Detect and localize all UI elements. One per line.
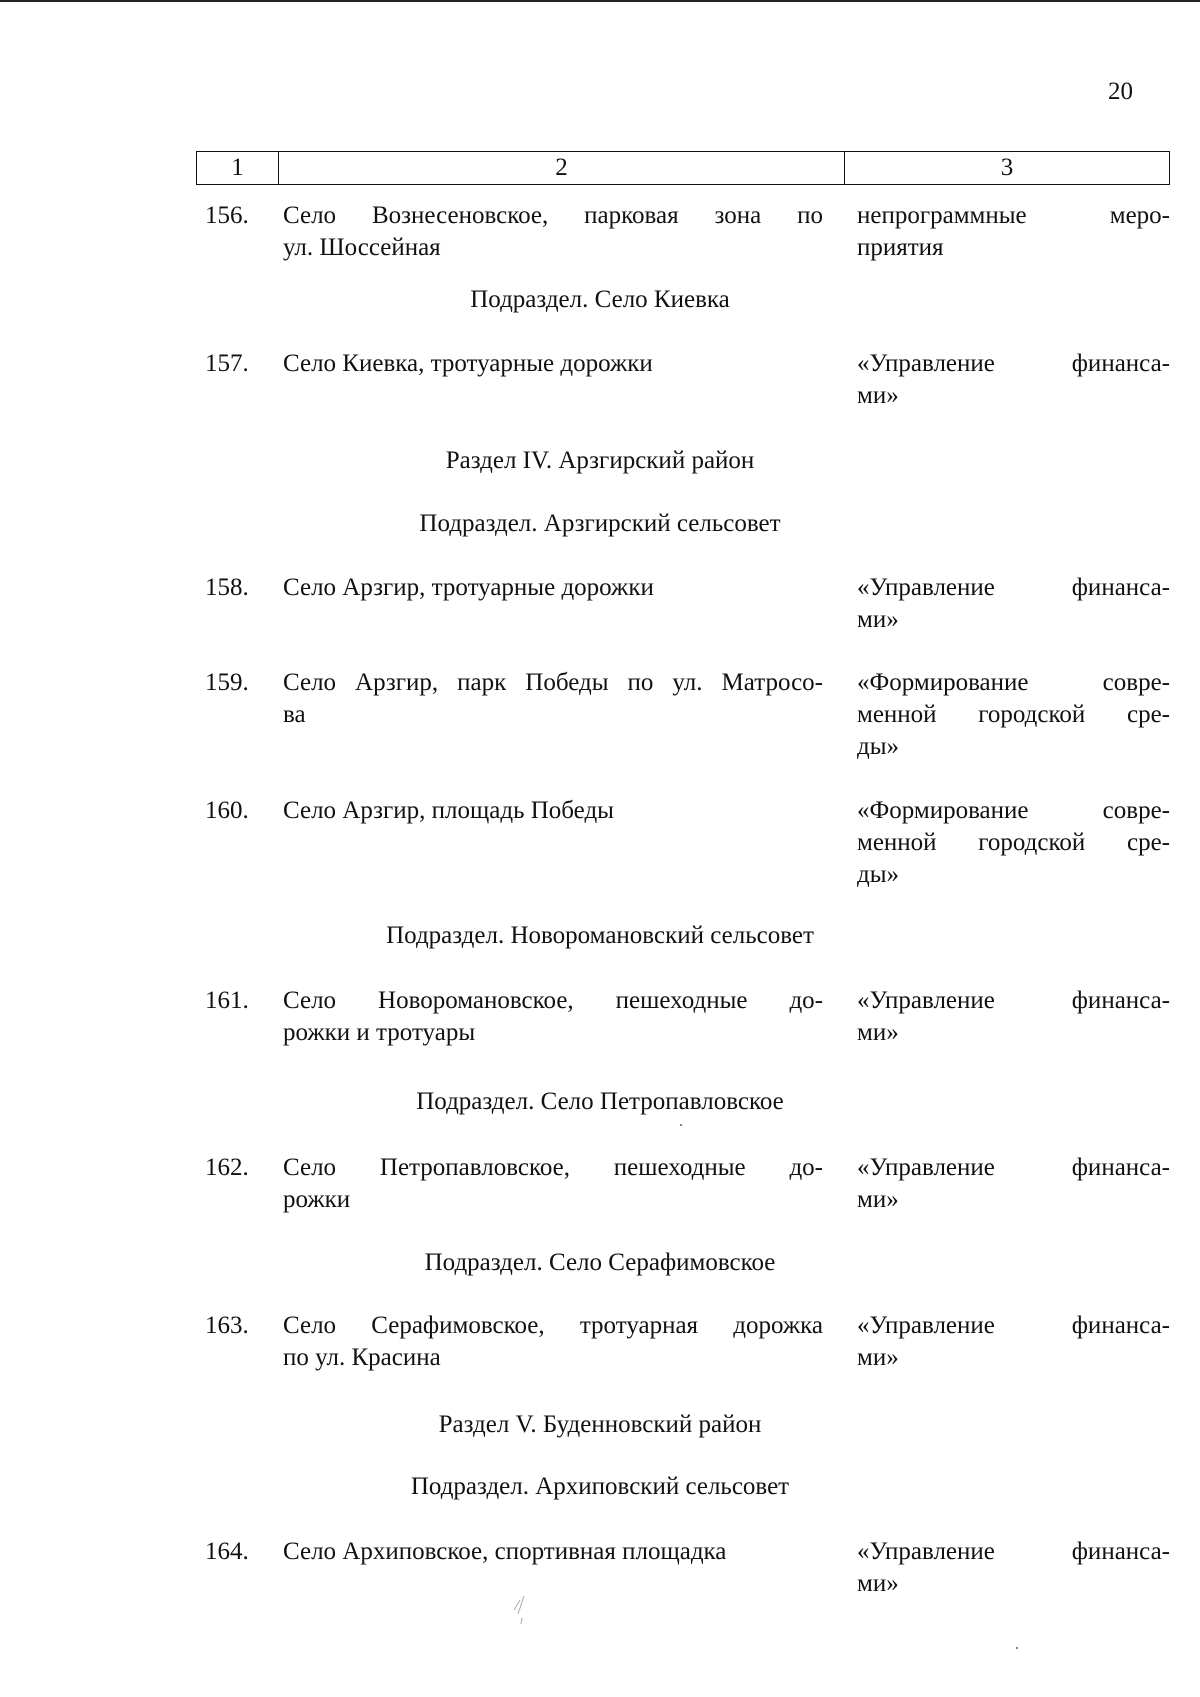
object-name — [283, 795, 823, 827]
program-name — [857, 1536, 1170, 1600]
program-name-line: непрограммные меро- — [857, 202, 1170, 229]
program-name-line: «Управление финанса- — [857, 1538, 1170, 1565]
object-name-line: Село Архиповское, спортивная площадка — [283, 1538, 727, 1565]
program-name — [857, 1152, 1170, 1216]
object-name — [283, 348, 823, 380]
scan-dust — [1016, 1647, 1018, 1649]
section-heading: Раздел IV. Арзгирский район — [445, 447, 755, 474]
object-name-line: Село Арзгир, площадь Победы — [283, 797, 614, 824]
section-heading: Подраздел. Архиповский сельсовет — [410, 1473, 790, 1500]
scan-artifact-mark — [510, 1588, 530, 1628]
program-name-line: ми» — [857, 1019, 899, 1046]
program-name — [857, 200, 1170, 264]
object-name-line: по ул. Красина — [283, 1344, 441, 1371]
object-name-line: Село Вознесеновское, парковая зона по — [283, 202, 823, 229]
object-name-line: рожки и тротуары — [283, 1019, 476, 1046]
object-name — [283, 200, 823, 264]
object-name-line: Село Киевка, тротуарные дорожки — [283, 350, 653, 377]
object-name — [283, 1536, 823, 1568]
object-name — [283, 1310, 823, 1374]
row-number: 159. — [205, 669, 249, 696]
program-name — [857, 667, 1170, 763]
page-number: 20 — [1108, 78, 1133, 105]
section-heading: Подраздел. Село Серафимовское — [424, 1249, 776, 1276]
row-number: 162. — [205, 1154, 249, 1181]
program-name — [857, 795, 1170, 891]
program-name — [857, 985, 1170, 1049]
program-name-line: ми» — [857, 1186, 899, 1213]
top-border-line — [0, 0, 1200, 2]
table-header — [196, 151, 1170, 185]
object-name-line: Село Арзгир, тротуарные дорожки — [283, 574, 654, 601]
object-name — [283, 1152, 823, 1216]
object-name — [283, 985, 823, 1049]
section-heading: Подраздел. Село Киевка — [470, 286, 730, 313]
program-name-line: «Формирование совре- — [857, 797, 1170, 824]
object-name-line: ва — [283, 701, 306, 728]
program-name — [857, 1310, 1170, 1374]
object-name-line: ул. Шоссейная — [283, 234, 441, 261]
section-heading: Подраздел. Арзгирский сельсовет — [419, 510, 781, 537]
scan-dust — [680, 1124, 682, 1126]
row-number: 157. — [205, 350, 249, 377]
program-name-line: ми» — [857, 606, 899, 633]
object-name-line: Село Петропавловское, пешеходные до- — [283, 1154, 823, 1181]
row-number: 156. — [205, 202, 249, 229]
object-name-line: Село Серафимовское, тротуарная дорожка — [283, 1312, 823, 1339]
program-name-line: «Управление финанса- — [857, 350, 1170, 377]
object-name-line: рожки — [283, 1186, 351, 1213]
row-number: 163. — [205, 1312, 249, 1339]
program-name-line: «Управление финанса- — [857, 1154, 1170, 1181]
program-name — [857, 348, 1170, 412]
section-heading: Подраздел. Село Петропавловское — [416, 1088, 784, 1115]
row-number: 158. — [205, 574, 249, 601]
object-name — [283, 572, 823, 604]
program-name-line: ды» — [857, 861, 900, 888]
program-name-line: «Формирование совре- — [857, 669, 1170, 696]
section-heading: Подраздел. Новоромановский сельсовет — [386, 922, 814, 949]
section-heading: Раздел V. Буденновский район — [438, 1411, 762, 1438]
row-number: 160. — [205, 797, 249, 824]
object-name-line: Село Новоромановское, пешеходные до- — [283, 987, 823, 1014]
program-name-line: ми» — [857, 1570, 899, 1597]
program-name-line: менной городской сре- — [857, 701, 1170, 728]
column-header-2: 2 — [279, 152, 845, 184]
object-name — [283, 667, 823, 731]
row-number: 164. — [205, 1538, 249, 1565]
program-name-line: ми» — [857, 1344, 899, 1371]
program-name-line: приятия — [857, 234, 944, 261]
program-name-line: ды» — [857, 733, 900, 760]
object-name-line: Село Арзгир, парк Победы по ул. Матросо- — [283, 669, 823, 696]
column-header-1: 1 — [197, 152, 279, 184]
program-name-line: «Управление финанса- — [857, 1312, 1170, 1339]
row-number: 161. — [205, 987, 249, 1014]
program-name-line: «Управление финанса- — [857, 574, 1170, 601]
program-name-line: «Управление финанса- — [857, 987, 1170, 1014]
program-name-line: ми» — [857, 382, 899, 409]
column-header-3: 3 — [1000, 154, 1014, 181]
program-name — [857, 572, 1170, 636]
program-name-line: менной городской сре- — [857, 829, 1170, 856]
